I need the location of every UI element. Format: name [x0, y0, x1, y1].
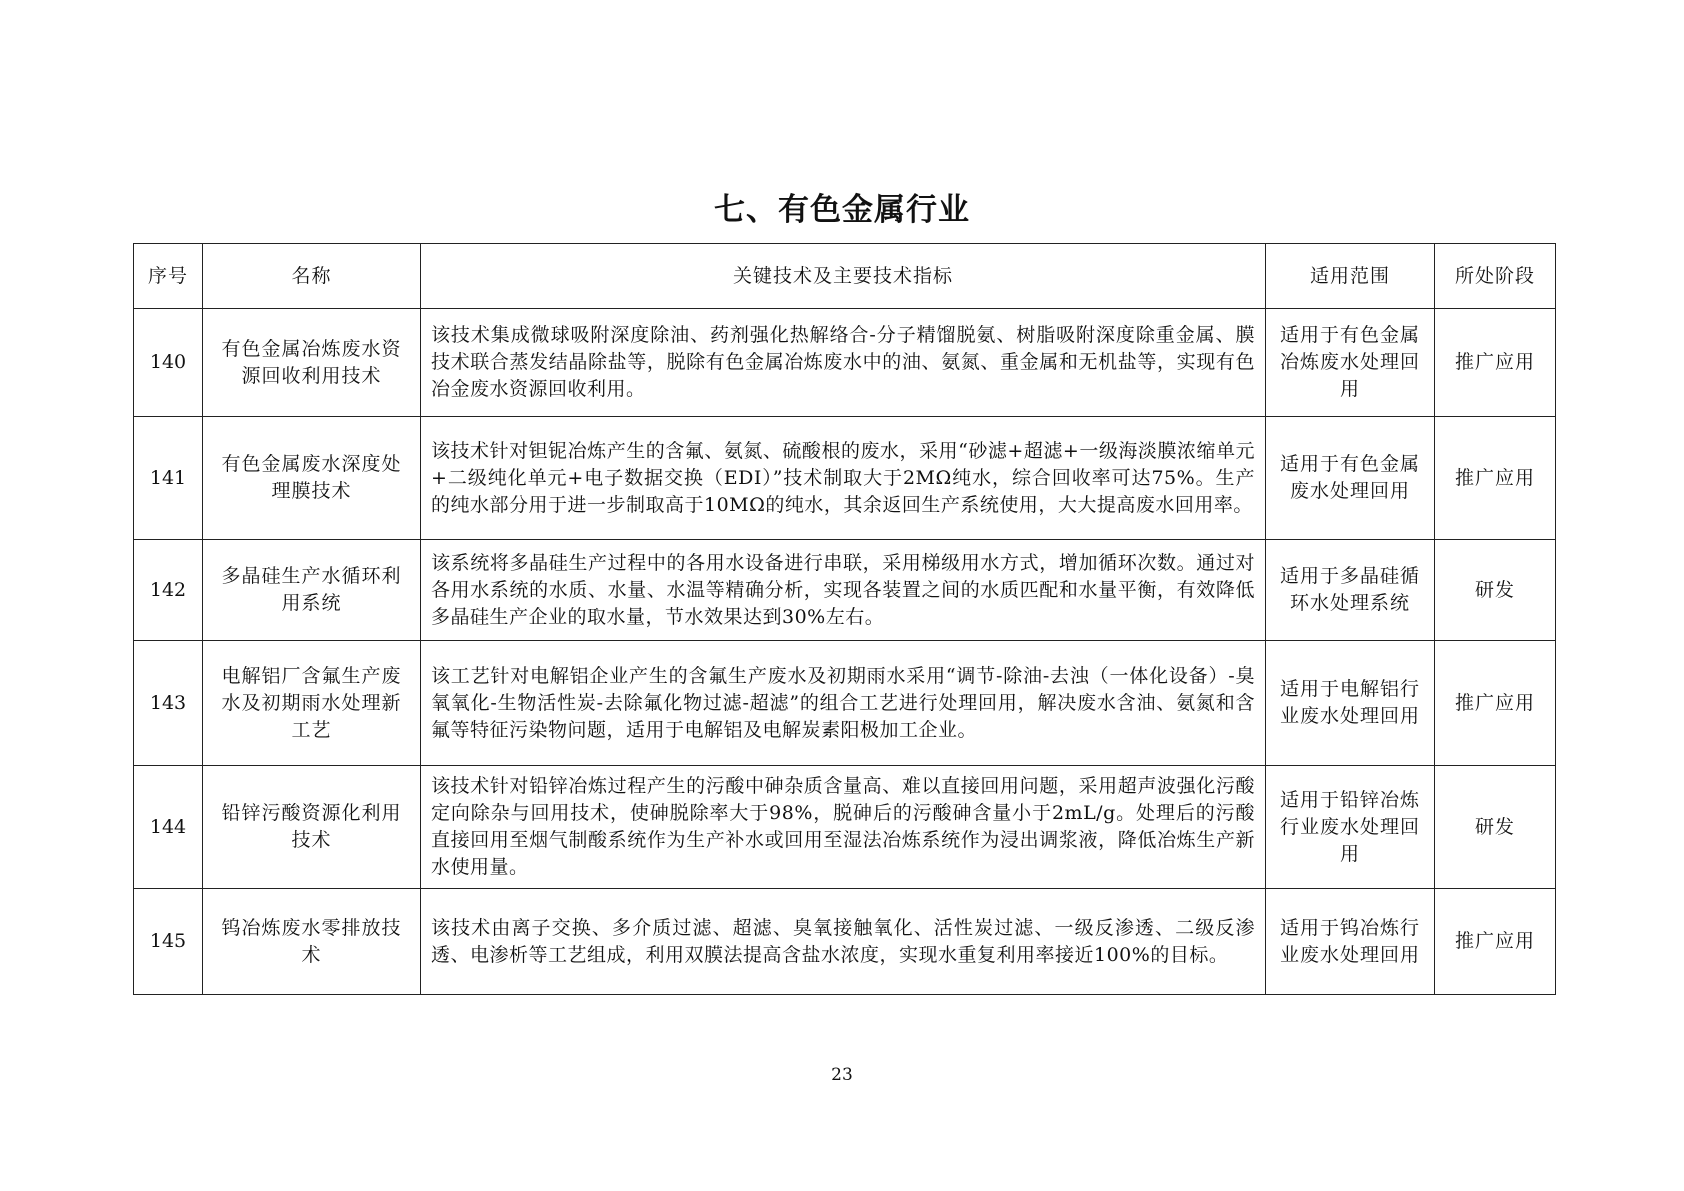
- header-stage: 所处阶段: [1435, 244, 1556, 309]
- row-no: 144: [134, 766, 203, 889]
- row-desc: 该技术由离子交换、多介质过滤、超滤、臭氧接触氧化、活性炭过滤、一级反渗透、二级反渗透、电渗析等工艺组成，利用双膜法提高含盐水浓度，实现水重复利用率接近100%的目标。: [421, 889, 1266, 995]
- row-name: 铅锌污酸资源化利用技术: [203, 766, 421, 889]
- table-header-row: [134, 244, 1556, 309]
- row-stage: 研发: [1435, 766, 1556, 889]
- header-desc: 关键技术及主要技术指标: [421, 244, 1266, 309]
- row-stage: 推广应用: [1435, 641, 1556, 766]
- row-name: 电解铝厂含氟生产废水及初期雨水处理新工艺: [203, 641, 421, 766]
- table-row: [134, 417, 1556, 540]
- row-name: 钨冶炼废水零排放技术: [203, 889, 421, 995]
- row-no: 143: [134, 641, 203, 766]
- table-row: [134, 309, 1556, 417]
- row-no: 140: [134, 309, 203, 417]
- page-title: 七、有色金属行业: [714, 192, 970, 228]
- row-name: 有色金属废水深度处理膜技术: [203, 417, 421, 540]
- row-no: 142: [134, 540, 203, 641]
- row-name: 有色金属冶炼废水资源回收利用技术: [203, 309, 421, 417]
- table-row: [134, 641, 1556, 766]
- table-row: [134, 540, 1556, 641]
- row-desc: 该系统将多晶硅生产过程中的各用水设备进行串联，采用梯级用水方式，增加循环次数。通过对各用水系统的水质、水量、水温等精确分析，实现各装置之间的水质匹配和水量平衡，有效降低多晶硅生产企业的取水量，节水效果达到30%左右。: [421, 540, 1266, 641]
- row-scope: 适用于有色金属废水处理回用: [1266, 417, 1435, 540]
- technology-table: [133, 243, 1556, 995]
- row-stage: 推广应用: [1435, 889, 1556, 995]
- page-number: 23: [831, 1065, 853, 1085]
- row-scope: 适用于多晶硅循环水处理系统: [1266, 540, 1435, 641]
- table-row: [134, 766, 1556, 889]
- row-name: 多晶硅生产水循环利用系统: [203, 540, 421, 641]
- header-scope: 适用范围: [1266, 244, 1435, 309]
- row-stage: 研发: [1435, 540, 1556, 641]
- row-desc: 该工艺针对电解铝企业产生的含氟生产废水及初期雨水采用“调节-除油-去浊（一体化设备）-臭氧氧化-生物活性炭-去除氟化物过滤-超滤”的组合工艺进行处理回用，解决废水含油、氨氮和含氟等特征污染物问题，适用于电解铝及电解炭素阳极加工企业。: [421, 641, 1266, 766]
- row-scope: 适用于钨冶炼行业废水处理回用: [1266, 889, 1435, 995]
- row-desc: 该技术集成微球吸附深度除油、药剂强化热解络合-分子精馏脱氨、树脂吸附深度除重金属、膜技术联合蒸发结晶除盐等，脱除有色金属冶炼废水中的油、氨氮、重金属和无机盐等，实现有色冶金废水资源回收利用。: [421, 309, 1266, 417]
- header-name: 名称: [203, 244, 421, 309]
- row-scope: 适用于铅锌冶炼行业废水处理回用: [1266, 766, 1435, 889]
- row-scope: 适用于电解铝行业废水处理回用: [1266, 641, 1435, 766]
- row-no: 145: [134, 889, 203, 995]
- row-scope: 适用于有色金属冶炼废水处理回用: [1266, 309, 1435, 417]
- row-no: 141: [134, 417, 203, 540]
- row-stage: 推广应用: [1435, 417, 1556, 540]
- row-desc: 该技术针对铅锌冶炼过程产生的污酸中砷杂质含量高、难以直接回用问题，采用超声波强化污酸定向除杂与回用技术，使砷脱除率大于98%，脱砷后的污酸砷含量小于2mL/g。处理后的污酸直接回用至烟气制酸系统作为生产补水或回用至湿法冶炼系统作为浸出调浆液，降低冶炼生产新水使用量。: [421, 766, 1266, 889]
- row-stage: 推广应用: [1435, 309, 1556, 417]
- row-desc: 该技术针对钽铌冶炼产生的含氟、氨氮、硫酸根的废水，采用“砂滤+超滤+一级海淡膜浓缩单元+二级纯化单元+电子数据交换（EDI）”技术制取大于2MΩ纯水，综合回收率可达75%。生产的纯水部分用于进一步制取高于10MΩ的纯水，其余返回生产系统使用，大大提高废水回用率。: [421, 417, 1266, 540]
- table-row: [134, 889, 1556, 995]
- header-no: 序号: [134, 244, 203, 309]
